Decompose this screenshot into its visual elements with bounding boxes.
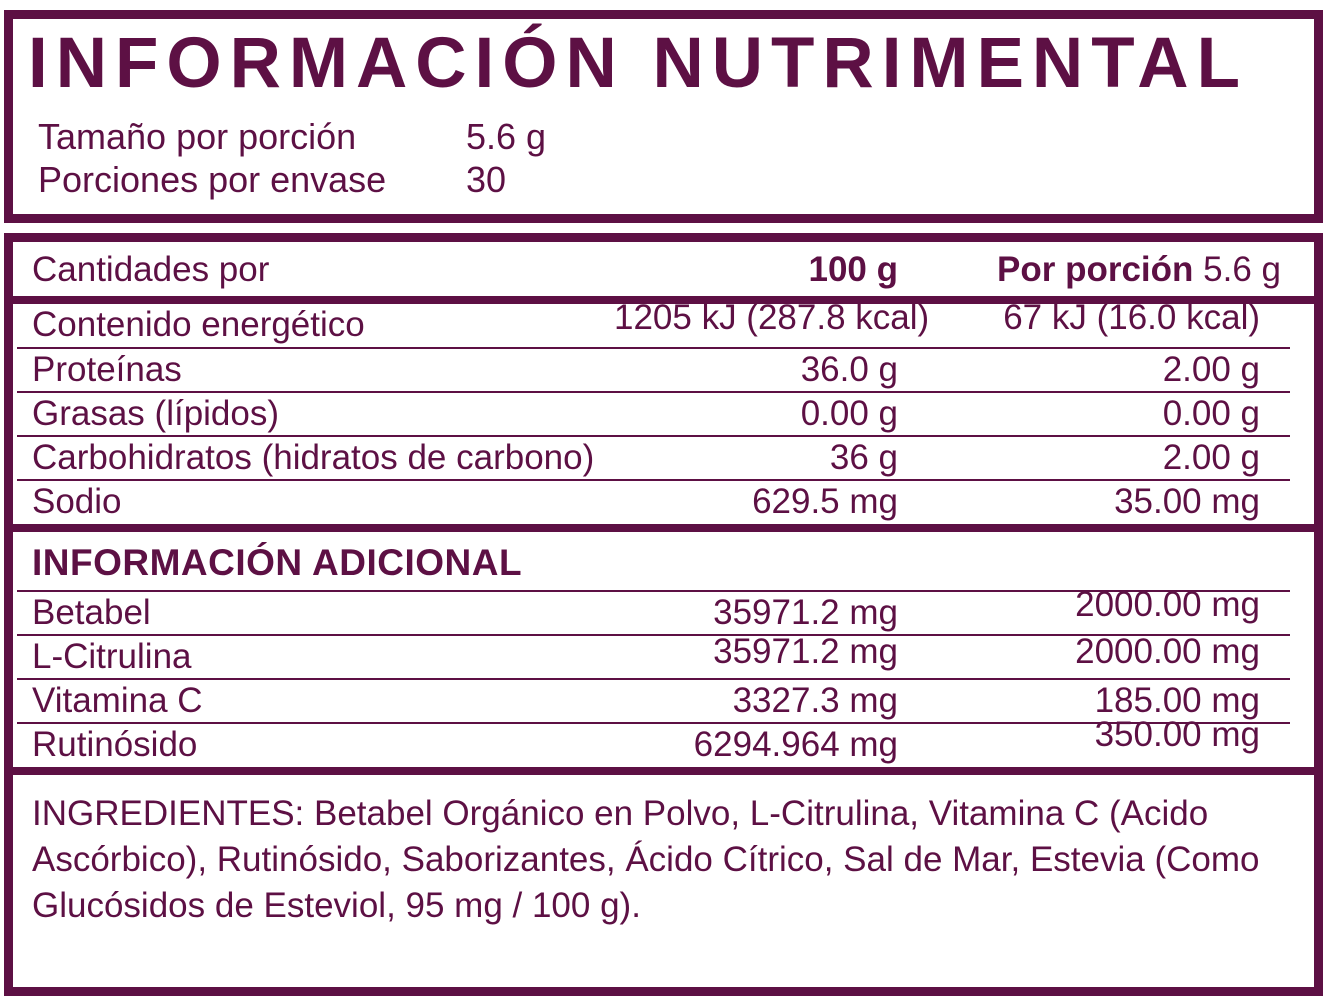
per-portion-value: 2000.00 mg (1075, 584, 1260, 624)
servings-per-container-value: 30 (466, 159, 507, 200)
table-row-energy (13, 298, 1314, 346)
per-100g-value: 35971.2 mg (713, 631, 898, 671)
per-100g-value: 6294.964 mg (693, 725, 898, 765)
additional-info-title: INFORMACIÓN ADICIONAL (32, 541, 523, 583)
ingredient-label: Rutinósido (32, 725, 198, 765)
serving-size-row (38, 115, 1314, 158)
servings-per-container-label: Porciones por envase (38, 159, 387, 200)
per-100g-value: 629.5 mg (752, 482, 898, 522)
per-100g-value: 1205 kJ (287.8 kcal) (614, 298, 930, 338)
ingredient-label: Vitamina C (32, 681, 203, 720)
nutrient-label: Carbohidratos (hidratos de carbono) (32, 438, 595, 477)
per-portion-value: 350.00 mg (1094, 715, 1260, 755)
table-row-protein (13, 349, 1314, 391)
per-portion-value: 67 kJ (16.0 kcal) (1003, 298, 1260, 338)
per-100g-value: 3327.3 mg (732, 681, 898, 720)
table-row-fat (13, 393, 1314, 435)
per-portion-value: 2.00 g (1162, 438, 1260, 477)
per-100g-value: 36 g (829, 438, 898, 477)
per-portion-value: 2000.00 mg (1075, 631, 1260, 671)
table-box (4, 233, 1323, 996)
title-box (4, 10, 1323, 223)
divider-thick (13, 767, 1314, 775)
nutrient-label: Proteínas (32, 349, 182, 389)
per-100g-value: 36.0 g (800, 349, 898, 389)
nutrient-label: Sodio (32, 482, 122, 522)
table-row-carbs (13, 437, 1314, 479)
servings-block (38, 115, 1314, 201)
per-portion-size: 5.6 g (1203, 250, 1281, 289)
table-row-citrulline (13, 631, 1314, 678)
table-row-beet (13, 584, 1314, 634)
servings-per-container-row (38, 158, 1314, 201)
table-row-rutinoside (13, 715, 1314, 766)
amounts-header-label: Cantidades por (32, 250, 270, 289)
per-portion-value: 35.00 mg (1114, 482, 1260, 522)
per-portion-value: 185.00 mg (1094, 681, 1260, 720)
amounts-header-row (13, 242, 1314, 296)
serving-size-value: 5.6 g (466, 116, 547, 157)
amounts-header-per-portion (934, 250, 1314, 290)
per-portion-value: 2.00 g (1162, 349, 1260, 389)
nutrient-label: Contenido energético (32, 305, 365, 345)
divider-thick (13, 524, 1314, 532)
per-portion-value: 0.00 g (1162, 393, 1260, 433)
nutrient-label: Grasas (lípidos) (32, 393, 280, 433)
amounts-header-per-100g: 100 g (808, 250, 898, 289)
ingredient-label: L-Citrulina (32, 636, 192, 676)
table-row-sodium (13, 481, 1314, 523)
ingredient-label: Betabel (32, 592, 151, 632)
per-portion-bold-label: Por porción (997, 250, 1194, 289)
per-100g-value: 0.00 g (800, 393, 898, 433)
ingredients-text: INGREDIENTES: Betabel Orgánico en Polvo, L-Citrulina, Vitamina C (Acido Ascórbico), Rutinósido, Saborizantes, Ácido Cítrico, Sal de Mar, Estevia (Como Glucósidos de Esteviol, 95 mg / 100 g). (32, 793, 1260, 925)
label-title: INFORMACIÓN NUTRIMENTAL (28, 24, 1248, 103)
serving-size-label: Tamaño por porción (38, 116, 357, 157)
per-100g-value: 35971.2 mg (713, 592, 898, 632)
